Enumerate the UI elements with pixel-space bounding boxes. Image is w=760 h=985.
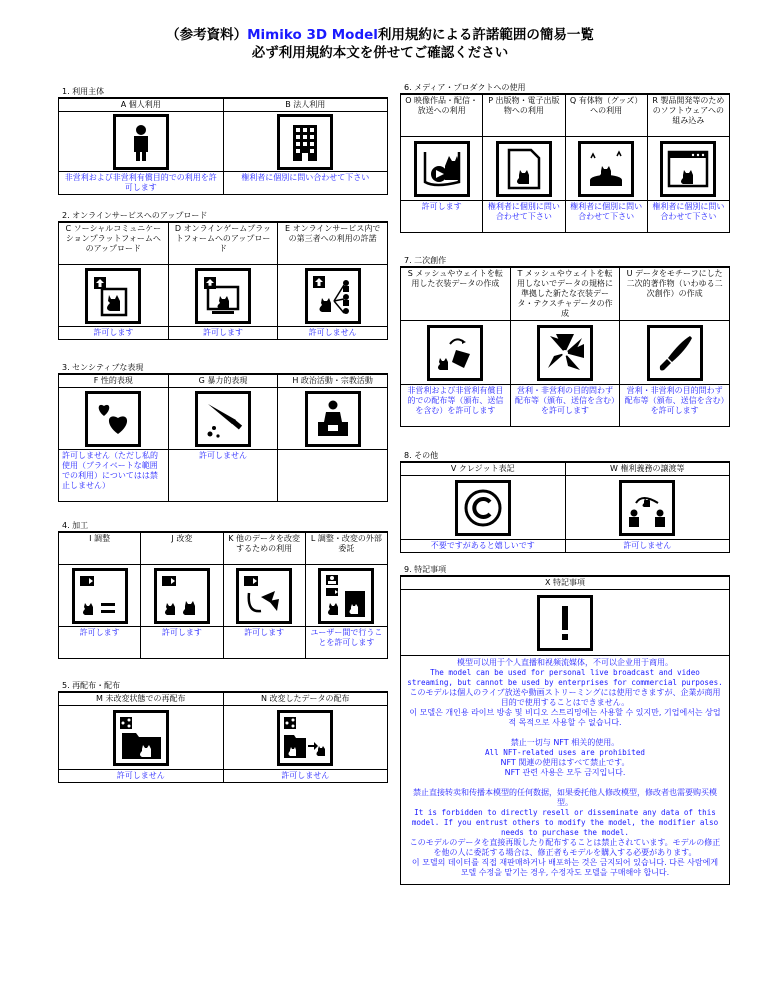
modify-icon bbox=[154, 568, 210, 624]
software-icon bbox=[660, 141, 716, 197]
permission-note: 権利者に個別に問い合わせて下さい bbox=[565, 201, 647, 233]
column-label: D オンラインゲームプラットフォームへのアップロード bbox=[168, 223, 278, 265]
outfit-icon bbox=[427, 325, 483, 381]
section-table bbox=[400, 462, 730, 553]
column-label: Q 有体物（グッズ）への利用 bbox=[565, 95, 647, 137]
permission-note: 権利者に個別に問い合わせて下さい bbox=[647, 201, 729, 233]
title-suffix: 利用規約による許諾範囲の簡易一覧 bbox=[377, 27, 594, 43]
note-ja: このモデルのデータを直接再販したり配布することは禁止されています。モデルの修正を他の人に委託する場合は、修正者もモデルを購入する必要があります。 bbox=[409, 838, 721, 857]
column-label: T メッシュやウェイトを転用しないでデータの規格に準拠した新たな衣装データ・テクスチャデータの作成 bbox=[510, 268, 620, 321]
column-label: X 特記事項 bbox=[401, 577, 730, 590]
note-ja: NFT 関連の使用はすべて禁止です。 bbox=[500, 758, 630, 767]
section-heading: 5. 再配布・配布 bbox=[58, 680, 388, 692]
permission-note bbox=[278, 450, 388, 502]
permission-note: 許可しません bbox=[168, 450, 278, 502]
special-notes bbox=[401, 656, 730, 885]
note-zh: 模型可以用于个人直播和视频流媒体，不可以企业用于商用。 bbox=[457, 658, 673, 667]
permission-note: 権利者に個別に問い合わせて下さい bbox=[483, 201, 565, 233]
permission-note: 営利・非営利の目的問わず配布等（頒布、送信を含む）を許可します bbox=[620, 385, 730, 427]
permission-note: 許可しません bbox=[59, 770, 224, 783]
column-label: R 製品開発等のためのソフトウェアへの組み込み bbox=[647, 95, 729, 137]
section-2 bbox=[58, 210, 388, 340]
column-label: J 改変 bbox=[141, 533, 223, 565]
hearts-icon bbox=[85, 391, 141, 447]
note-zh: 禁止一切与 NFT 相关的使用。 bbox=[510, 738, 620, 747]
section-4 bbox=[58, 520, 388, 659]
section-heading: 2. オンラインサービスへのアップロード bbox=[58, 210, 388, 222]
knife-icon bbox=[195, 391, 251, 447]
section-table bbox=[58, 692, 388, 783]
copyright-icon bbox=[455, 480, 511, 536]
column-label: W 権利義務の譲渡等 bbox=[565, 463, 730, 476]
podium-icon bbox=[305, 391, 361, 447]
permission-note: 許可します bbox=[223, 627, 305, 659]
note-en: It is forbidden to directly resell or disseminate any data of this model. If you entrust others to modify the model, the modifier also needs to purchase the model. bbox=[411, 808, 719, 837]
permission-note: 許可します bbox=[401, 201, 483, 233]
permission-note: 許可します bbox=[168, 327, 278, 340]
share-people-icon bbox=[305, 268, 361, 324]
column-label: N 改変したデータの配布 bbox=[223, 693, 388, 706]
section-heading: 6. メディア・プロダクトへの使用 bbox=[400, 82, 730, 94]
reuse-icon bbox=[236, 568, 292, 624]
permission-note: 不要ですがあると嬉しいです bbox=[401, 540, 566, 553]
section-heading: 9. 特記事項 bbox=[400, 564, 730, 576]
permission-note: 許可しません bbox=[223, 770, 388, 783]
section-table bbox=[58, 374, 388, 502]
note-en: The model can be used for personal live broadcast and video streaming, but cannot be used by enterprises for commercial purposes. bbox=[407, 668, 723, 687]
column-label: S メッシュやウェイトを転用した衣装データの作成 bbox=[401, 268, 511, 321]
upload-monitor-icon bbox=[195, 268, 251, 324]
column-label: U データをモチーフにした二次的著作物（いわゆる二次創作）の作成 bbox=[620, 268, 730, 321]
permission-note: 権利者に個別に問い合わせて下さい bbox=[223, 172, 388, 195]
column-label: P 出版物・電子出版物への利用 bbox=[483, 95, 565, 137]
section-heading: 7. 二次創作 bbox=[400, 255, 730, 267]
column-label: A 個人利用 bbox=[59, 99, 224, 112]
section-3 bbox=[58, 362, 388, 502]
adjust-icon bbox=[72, 568, 128, 624]
permission-note: 許可します bbox=[59, 627, 141, 659]
person-icon bbox=[113, 114, 169, 170]
section-6 bbox=[400, 82, 730, 233]
note-zh: 禁止直接转卖和传播本模型的任何数据，如果委托他人修改模型，修改者也需要购买模型。 bbox=[413, 788, 717, 807]
section-table bbox=[58, 98, 388, 195]
column-label: G 暴力的表現 bbox=[168, 375, 278, 388]
note-ko: 이 모델의 데이터를 직접 재판매하거나 배포하는 것은 금지되어 있습니다. 다른 사람에게 모델 수정을 맡기는 경우, 수정자도 모델을 구매해야 합니다. bbox=[411, 858, 719, 877]
column-label: K 他のデータを改変するための利用 bbox=[223, 533, 305, 565]
note-en: All NFT-related uses are prohibited bbox=[484, 748, 645, 757]
section-table bbox=[400, 94, 730, 233]
permission-note: 許可します bbox=[59, 327, 169, 340]
column-label: C ソーシャルコミュニケーションプラットフォームへのアップロード bbox=[59, 223, 169, 265]
page-title bbox=[0, 26, 760, 62]
section-5 bbox=[58, 680, 388, 783]
transfer-icon bbox=[619, 480, 675, 536]
exclamation-icon bbox=[537, 595, 593, 651]
section-heading: 1. 利用主体 bbox=[58, 86, 388, 98]
column-label: F 性的表現 bbox=[59, 375, 169, 388]
title-brand: Mimiko 3D Model bbox=[247, 27, 378, 43]
section-9 bbox=[400, 564, 730, 885]
goods-icon bbox=[578, 141, 634, 197]
permission-note: 許可しません bbox=[565, 540, 730, 553]
section-table bbox=[400, 576, 730, 885]
section-8 bbox=[400, 450, 730, 553]
column-label: M 未改変状態での再配布 bbox=[59, 693, 224, 706]
permission-note: 営利・非営利の目的問わず配布等（頒布、送信を含む）を許可します bbox=[510, 385, 620, 427]
permission-note: 非営利および非営利有償目的での利用を許可します bbox=[59, 172, 224, 195]
section-heading: 3. センシティブな表現 bbox=[58, 362, 388, 374]
permission-note: 非営利および非営利有償目的での配布等（頒布、送信を含む）を許可します bbox=[401, 385, 511, 427]
column-label: I 調整 bbox=[59, 533, 141, 565]
page-subtitle: 必ず利用規約本文を併せてご確認ください bbox=[251, 45, 509, 61]
building-icon bbox=[277, 114, 333, 170]
upload-phone-icon bbox=[85, 268, 141, 324]
section-7 bbox=[400, 255, 730, 427]
publication-icon bbox=[496, 141, 552, 197]
permission-note: 許可しません bbox=[278, 327, 388, 340]
section-1 bbox=[58, 86, 388, 195]
column-label: B 法人利用 bbox=[223, 99, 388, 112]
section-table bbox=[58, 222, 388, 340]
permission-note: 許可しません（ただし私的使用（プライベートな範囲での利用）についてはは禁止しません） bbox=[59, 450, 169, 502]
outsource-icon bbox=[318, 568, 374, 624]
column-label: H 政治活動・宗教活動 bbox=[278, 375, 388, 388]
section-heading: 8. その他 bbox=[400, 450, 730, 462]
column-label: L 調整・改変の外部委託 bbox=[305, 533, 387, 565]
brush-icon bbox=[647, 325, 703, 381]
distribute-modified-icon bbox=[277, 710, 333, 766]
note-ko: NFT 관련 사용은 모두 금지입니다. bbox=[504, 768, 626, 777]
note-ja: このモデルは個人のライブ放送や動画ストリーミングには使用できますが、企業が商用目的で使用することはできません。 bbox=[409, 688, 721, 707]
section-heading: 4. 加工 bbox=[58, 520, 388, 532]
redistribute-icon bbox=[113, 710, 169, 766]
column-label: E オンラインサービス内での第三者への利用の許諾 bbox=[278, 223, 388, 265]
video-icon bbox=[414, 141, 470, 197]
permission-note: ユーザー間で行うことを許可します bbox=[305, 627, 387, 659]
section-table bbox=[58, 532, 388, 659]
new-outfit-icon bbox=[537, 325, 593, 381]
section-table bbox=[400, 267, 730, 427]
column-label: V クレジット表記 bbox=[401, 463, 566, 476]
column-label: O 映像作品・配信・放送への利用 bbox=[401, 95, 483, 137]
title-prefix: （参考資料） bbox=[166, 27, 248, 43]
permission-note: 許可します bbox=[141, 627, 223, 659]
note-ko: 이 모델은 개인용 라이브 방송 및 비디오 스트리밍에는 사용할 수 있지만, 기업에서는 상업적 목적으로 사용할 수 없습니다. bbox=[409, 708, 721, 727]
